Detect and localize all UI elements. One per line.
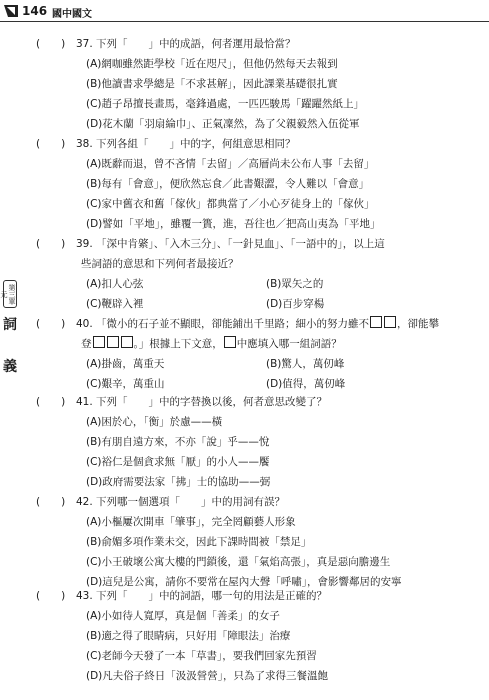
unit-label: 第三單元: [3, 280, 17, 308]
question-stem: 37. 下列「 」中的成語，何者運用最恰當？: [76, 38, 296, 50]
option-b: (B)適之得了眼睛病，只好用「障眼法」治療: [86, 630, 291, 642]
option-c: (C)裕仁是個貪求無「厭」的小人——饜: [86, 456, 270, 468]
question-40: [36, 314, 475, 394]
option-d: (D)譬如「平地」，雖覆一簣，進，吾往也／把高山夷為「平地」: [86, 218, 381, 230]
page-corner-mark-icon: [4, 5, 18, 17]
option-b: (B)俞媚多項作業未交，因此下課時間被「禁足」: [86, 536, 312, 548]
question-stem: 39. 「深中肯綮」、「入木三分」、「一針見血」、「一語中的」，以上這: [76, 238, 385, 250]
question-41: [36, 392, 475, 492]
answer-blank: ( ): [36, 238, 66, 250]
blank-box: [224, 336, 236, 348]
answer-blank: ( ): [36, 590, 66, 602]
unit-side-tab: [2, 280, 20, 376]
question-stem: 42. 下列哪一個選項「 」中的用詞有誤？: [76, 496, 286, 508]
unit-char-2: 義: [3, 359, 17, 375]
blank-box: [370, 316, 382, 328]
blank-box: [93, 336, 105, 348]
option-a: (A)困於心，「衡」於慮——橫: [86, 416, 223, 428]
option-c: (C)家中舊衣和舊「傢伙」都典當了／小心歹徒身上的「傢伙」: [86, 198, 375, 210]
question-37: [36, 34, 475, 134]
question-stem: 38. 下列各組「 」中的字，何組意思相同？: [76, 138, 296, 150]
question-stem-line-2: 登: [81, 338, 92, 350]
question-stem-end: 中應填入哪一組詞語？: [236, 338, 342, 350]
question-42: [36, 492, 475, 592]
option-d: (D)百步穿楊: [266, 298, 325, 310]
option-b: (B)眾矢之的: [266, 278, 324, 290]
page-header: [0, 0, 489, 24]
option-a: (A)小樞屢次開車「肇事」，完全罔顧藝人形象: [86, 516, 296, 528]
option-b: (B)他讀書求學總是「不求甚解」，因此課業基礎很扎實: [86, 78, 338, 90]
question-stem-tail: ，卻能攀: [397, 318, 440, 330]
answer-blank: ( ): [36, 138, 66, 150]
question-38: [36, 134, 475, 234]
header-rule: [0, 21, 489, 22]
option-a: (A)網咖雖然距學校「近在咫尺」，但他仍然每天去報到: [86, 58, 338, 70]
option-d: (D)凡夫俗子終日「汲汲營營」，只為了求得三餐溫飽: [86, 670, 329, 682]
option-c: (C)艱辛，萬重山: [86, 378, 165, 390]
option-d: (D)花木蘭「羽扇綸巾」、正氣凜然，為了父親毅然入伍從軍: [86, 118, 360, 130]
option-b: (B)每有「會意」，便欣然忘食／此書艱澀，令人難以「會意」: [86, 178, 370, 190]
option-c: (C)老師今天發了一本「草書」，要我們回家先預習: [86, 650, 317, 662]
answer-blank: ( ): [36, 38, 66, 50]
question-43: [36, 586, 475, 686]
blank-box: [384, 316, 396, 328]
question-stem: 40. 「微小的石子並不顯眼，卻能鋪出千里路；細小的努力雖不: [76, 318, 370, 330]
option-b: (B)有朋自遠方來，不亦「說」乎——悅: [86, 436, 270, 448]
option-c: (C)趙子昂擅長畫馬，毫鋒過處，一匹匹駿馬「躍躍然紙上」: [86, 98, 365, 110]
option-a: (A)掛齒，萬重天: [86, 358, 165, 370]
option-c: (C)小王破壞公寓大樓的門鎖後，還「氣焰高張」，真是惡向膽邊生: [86, 556, 391, 568]
answer-blank: ( ): [36, 318, 66, 330]
question-stem: 43. 下列「 」中的詞語，哪一句的用法是正確的？: [76, 590, 328, 602]
question-39: [36, 234, 475, 314]
question-stem: 41. 下列「 」中的字替換以後，何者意思改變了？: [76, 396, 328, 408]
option-a: (A)扣人心弦: [86, 278, 144, 290]
option-d: (D)值得，萬仞峰: [266, 378, 346, 390]
answer-blank: ( ): [36, 496, 66, 508]
blank-box: [107, 336, 119, 348]
option-d: (D)政府需要法家「拂」士的協助——弼: [86, 476, 271, 488]
blank-box: [121, 336, 133, 348]
option-a: (A)既辭而退，曾不吝情「去留」／高層尚未公布人事「去留」: [86, 158, 375, 170]
page-number: 146: [22, 4, 48, 18]
answer-blank: ( ): [36, 396, 66, 408]
question-stem-mid: 。」根據上下文意，: [133, 338, 223, 350]
option-b: (B)驚人，萬仞峰: [266, 358, 345, 370]
option-d: (D)這兒是公寓，請你不要常在屋內大聲「呼嘯」，會影響鄰居的安寧: [86, 576, 402, 588]
option-a: (A)小如待人寬厚，真是個「善柔」的女子: [86, 610, 280, 622]
question-stem-line-2: 些詞語的意思和下列何者最接近？: [81, 258, 239, 270]
book-title: 國中國文: [52, 9, 92, 20]
option-c: (C)鞭辟入裡: [86, 298, 144, 310]
unit-char-1: 詞: [3, 317, 17, 333]
